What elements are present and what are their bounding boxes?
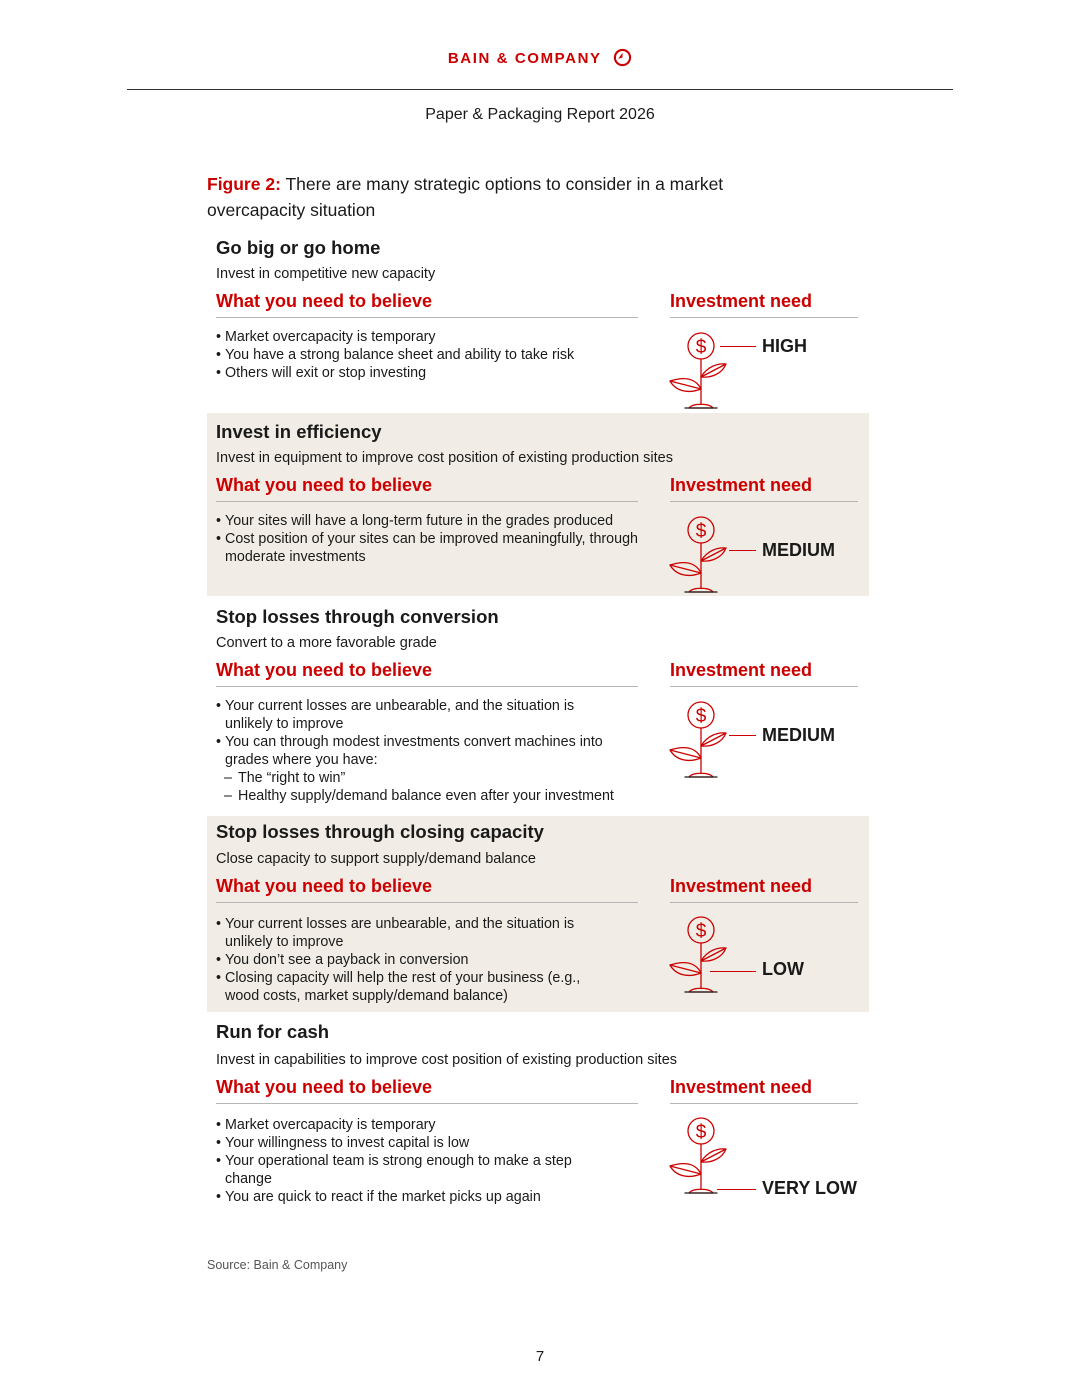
list-item: • Market overcapacity is temporary	[216, 1117, 616, 1135]
strategy-section	[207, 413, 869, 596]
strategy-section	[207, 229, 869, 417]
investment-header: Investment need	[670, 1077, 813, 1097]
source-note: Source: Bain & Company	[207, 1258, 348, 1272]
level-connector	[729, 735, 756, 736]
divider	[216, 686, 638, 687]
svg-text:$: $	[695, 921, 707, 942]
money-plant-icon	[667, 331, 731, 411]
investment-level: HIGH	[762, 336, 807, 356]
believe-list	[216, 916, 616, 1006]
section-title: Stop losses through closing capacity	[216, 821, 544, 842]
section-subtitle: Close capacity to support supply/demand balance	[216, 851, 536, 867]
level-connector	[729, 550, 756, 551]
believe-list	[216, 329, 661, 383]
divider	[216, 902, 638, 903]
divider	[670, 1103, 858, 1104]
divider	[670, 317, 858, 318]
section-subtitle: Invest in competitive new capacity	[216, 266, 436, 282]
list-item: • Closing capacity will help the rest of your business (e.g., wood costs, market supply/demand balance)	[216, 970, 597, 1006]
divider	[216, 1103, 638, 1104]
divider	[670, 501, 858, 502]
money-plant-icon	[667, 1116, 731, 1196]
level-connector	[710, 971, 756, 972]
section-title: Run for cash	[216, 1021, 330, 1042]
section-subtitle: Invest in equipment to improve cost position of existing production sites	[216, 450, 673, 466]
header-divider	[127, 89, 953, 90]
investment-header: Investment need	[670, 475, 813, 495]
list-item: • Your current losses are unbearable, and the situation is unlikely to improve	[216, 698, 616, 734]
list-item: – Healthy supply/demand balance even after your investment	[216, 788, 678, 806]
investment-header: Investment need	[670, 876, 813, 896]
brand-logo	[0, 48, 1080, 67]
list-item: • Cost position of your sites can be improved meaningfully, through moderate investments	[216, 531, 656, 567]
believe-header: What you need to believe	[216, 660, 433, 680]
list-item: • You don’t see a payback in conversion	[216, 952, 616, 970]
investment-header: Investment need	[670, 660, 813, 680]
investment-level: MEDIUM	[762, 725, 835, 745]
report-title: Paper & Packaging Report 2026	[425, 106, 655, 123]
list-item: • You are quick to react if the market picks up again	[216, 1189, 616, 1207]
list-item: • Market overcapacity is temporary	[216, 329, 661, 347]
list-item: • Your sites will have a long-term future in the grades produced	[216, 513, 656, 531]
believe-header: What you need to believe	[216, 475, 433, 495]
svg-text:$: $	[695, 521, 707, 542]
list-item: • Others will exit or stop investing	[216, 365, 661, 383]
strategy-section	[207, 816, 869, 1012]
investment-level: MEDIUM	[762, 540, 835, 560]
divider	[216, 501, 638, 502]
list-item: • Your operational team is strong enough to make a step change	[216, 1153, 585, 1189]
investment-level: VERY LOW	[762, 1178, 858, 1198]
money-plant-icon	[667, 700, 731, 780]
brand-name: BAIN & COMPANY	[447, 50, 602, 67]
strategy-section	[207, 1014, 869, 1214]
investment-header: Investment need	[670, 291, 813, 311]
level-connector	[717, 1189, 756, 1190]
section-title: Stop losses through conversion	[216, 606, 499, 627]
list-item: • You have a strong balance sheet and ability to take risk	[216, 347, 661, 365]
believe-list	[216, 698, 616, 805]
believe-list	[216, 513, 656, 567]
list-item: • Your willingness to invest capital is low	[216, 1135, 616, 1153]
divider	[670, 902, 858, 903]
money-plant-icon	[667, 515, 731, 595]
section-title: Go big or go home	[216, 237, 381, 258]
list-item: – The “right to win”	[216, 770, 616, 788]
svg-text:$: $	[695, 337, 707, 358]
believe-header: What you need to believe	[216, 1077, 433, 1097]
believe-header: What you need to believe	[216, 876, 433, 896]
divider	[670, 686, 858, 687]
believe-header: What you need to believe	[216, 291, 433, 311]
page-number: 7	[535, 1348, 545, 1365]
section-title: Invest in efficiency	[216, 421, 382, 442]
figure-title: There are many strategic options to consider in a market overcapacity situation	[207, 174, 724, 220]
level-connector	[720, 346, 756, 347]
svg-text:$: $	[695, 706, 707, 727]
investment-level: LOW	[762, 959, 804, 979]
money-plant-icon	[667, 915, 731, 995]
list-item: • Your current losses are unbearable, and the situation is unlikely to improve	[216, 916, 616, 952]
divider	[216, 317, 638, 318]
figure-label: Figure 2:	[207, 174, 281, 194]
figure-caption	[207, 171, 807, 223]
bain-logo-icon	[613, 48, 632, 67]
strategy-section	[207, 598, 869, 816]
section-subtitle: Invest in capabilities to improve cost position of existing production sites	[216, 1052, 678, 1068]
list-item: • You can through modest investments convert machines into grades where you have:	[216, 734, 616, 770]
svg-text:$: $	[695, 1122, 707, 1143]
believe-list	[216, 1117, 616, 1207]
section-subtitle: Convert to a more favorable grade	[216, 635, 437, 651]
